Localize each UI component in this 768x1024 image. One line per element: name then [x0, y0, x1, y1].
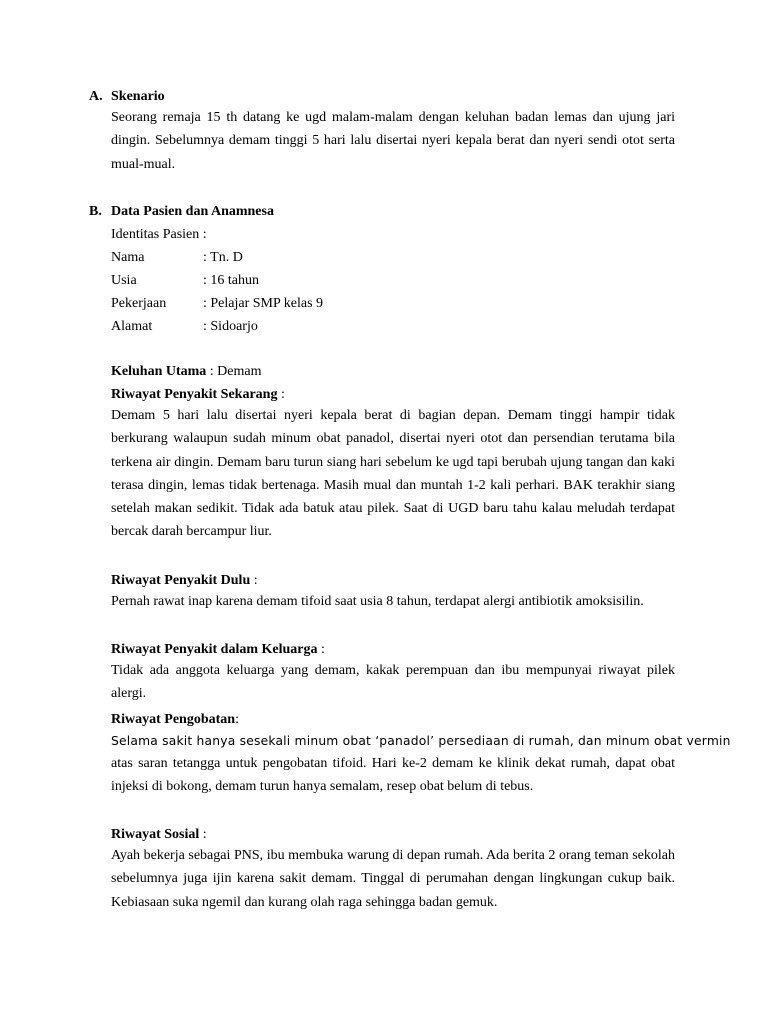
- rpd-text: Pernah rawat inap karena demam tifoid saat usia 8 tahun, terdapat alergi antibiotik amoksisilin.: [111, 594, 644, 609]
- section-a-letter: A.: [89, 89, 103, 104]
- sosial-colon: :: [199, 827, 207, 842]
- rps-text: Demam 5 hari lalu disertai nyeri kepala berat di bagian depan. Demam tinggi hampir tidak berkurang walaupun sudah minum obat panadol, disertai nyeri otot dan persendian terutama bila terkena air dingin. Demam baru turun siang hari sebelum ke ugd tapi berubah ujung tangan dan kaki terasa dingin, lemas tidak bertenaga. Masih mual dan muntah 1-2 kali perhari. BAK terakhir siang setelah makan sedikit. Tidak ada batuk atau pilek. Saat di UGD baru tahu kalau meludah terdapat bercak darah bercampur liur.: [111, 408, 675, 540]
- sosial-heading: [111, 825, 207, 844]
- identity-row-pekerjaan: [111, 294, 323, 313]
- rps-label: Riwayat Penyakit Sekarang: [111, 387, 278, 402]
- identity-value: : Sidoarjo: [203, 319, 258, 334]
- rps-colon: :: [277, 387, 285, 402]
- identity-label: Alamat: [111, 319, 153, 334]
- pengobatan-heading: [111, 710, 239, 729]
- identity-row-usia: [111, 271, 259, 290]
- rpd-heading: [111, 571, 258, 590]
- identity-value: : Pelajar SMP kelas 9: [203, 296, 324, 311]
- rpk-heading: [111, 640, 325, 659]
- keluhan-value: : Demam: [206, 364, 262, 379]
- section-a-heading: [89, 87, 165, 106]
- identity-row-alamat: [111, 317, 258, 336]
- rpk-text: Tidak ada anggota keluarga yang demam, kakak perempuan dan ibu mempunyai riwayat pilek alergi.: [111, 663, 675, 702]
- identity-label: Nama: [111, 250, 145, 265]
- identity-value: : Tn. D: [203, 250, 243, 265]
- rpk-colon: :: [317, 642, 325, 657]
- pengobatan-colon: :: [235, 712, 239, 727]
- rps-heading: [111, 385, 285, 404]
- pengobatan-text: atas saran tetangga untuk pengobatan tifoid. Hari ke-2 demam ke klinik dekat rumah, dapat obat injeksi di bokong, demam turun hanya semalam, resep obat belum di tebus.: [111, 756, 675, 795]
- rpd-colon: :: [250, 573, 258, 588]
- section-a-title: Skenario: [111, 89, 165, 104]
- pengobatan-line-1: Selama sakit hanya sesekali minum obat ‘panadol’ persediaan di rumah, dan minum obat vermin: [111, 734, 731, 748]
- section-b-title: Data Pasien dan Anamnesa: [111, 204, 274, 219]
- keluhan-label: Keluhan Utama: [111, 364, 207, 379]
- section-b-letter: B.: [89, 204, 102, 219]
- rpd-label: Riwayat Penyakit Dulu: [111, 573, 251, 588]
- identity-row-nama: [111, 248, 243, 267]
- identity-label: Pekerjaan: [111, 296, 167, 311]
- skenario-text: Seorang remaja 15 th datang ke ugd malam-malam dengan keluhan badan lemas dan ujung jari dingin. Sebelumnya demam tinggi 5 hari lalu disertai nyeri kepala berat dan nyeri sendi otot serta mual-mual.: [111, 110, 675, 172]
- pengobatan-label: Riwayat Pengobatan: [111, 712, 236, 727]
- rpk-label: Riwayat Penyakit dalam Keluarga: [111, 642, 318, 657]
- sosial-text: Ayah bekerja sebagai PNS, ibu membuka warung di depan rumah. Ada berita 2 orang teman sekolah sebelumnya juga ijin karena sakit demam. Tinggal di perumahan dengan lingkungan cukup baik. Kebiasaan suka ngemil dan kurang olah raga sehingga badan gemuk.: [111, 848, 675, 910]
- identity-label: Usia: [111, 273, 137, 288]
- identity-heading: Identitas Pasien :: [111, 227, 207, 242]
- identity-value: : 16 tahun: [203, 273, 259, 288]
- section-b-heading: [89, 202, 274, 221]
- sosial-label: Riwayat Sosial: [111, 827, 200, 842]
- keluhan-utama: [111, 362, 262, 381]
